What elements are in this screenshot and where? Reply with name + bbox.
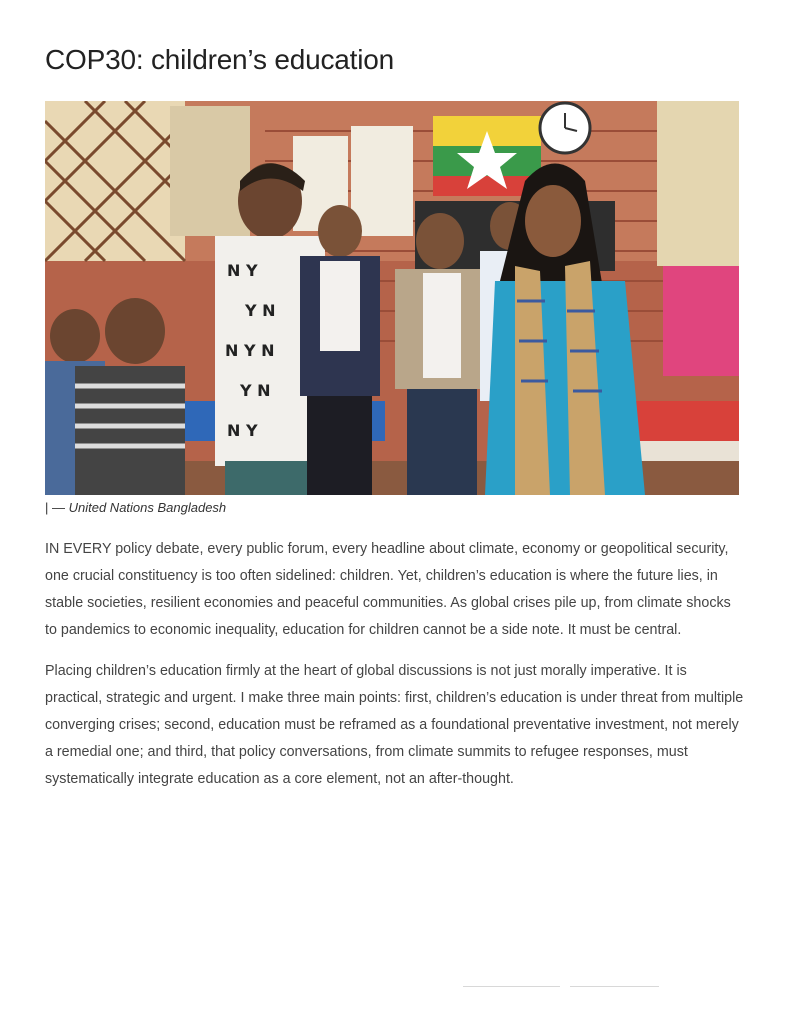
article-title: COP30: children’s education <box>45 44 394 75</box>
footer-line-right <box>570 986 659 987</box>
photo-caption <box>45 500 226 516</box>
svg-text:N Y: N Y <box>227 421 258 440</box>
classroom-photo-illustration <box>45 101 739 495</box>
article-paragraph: Placing children’s education firmly at the heart of global discussions is not just morally imperative. It is practical, strategic and urgent. I make three main points: first, children’s education is under threat from multiple converging crises; second, education must be reframed as a foundational preventative investment, not merely a remedial one; and third, that policy conversations, from climate summits to refugee responses, must systematically integrate education as a core element, not an after-thought. <box>45 663 744 787</box>
article-paragraph: IN EVERY policy debate, every public forum, every headline about climate, economy or geopolitical security, one crucial constituency is too often sidelined: children. Yet, children’s education is where the future lies, in stable societies, resilient economies and peaceful communities. As global crises pile up, from climate shocks to pandemics to economic inequality, education for children cannot be a side note. It must be central. <box>45 541 731 638</box>
svg-text:Y N: Y N <box>240 381 271 400</box>
footer-line-left <box>463 986 560 987</box>
caption-prefix: | — <box>45 500 69 515</box>
svg-text:N Y: N Y <box>227 261 258 280</box>
photo-credit: United Nations Bangladesh <box>68 500 227 515</box>
svg-text:Y N: Y N <box>245 301 276 320</box>
article-photo <box>45 101 739 495</box>
svg-text:N Y N: N Y N <box>225 341 275 360</box>
article-body <box>45 536 745 807</box>
